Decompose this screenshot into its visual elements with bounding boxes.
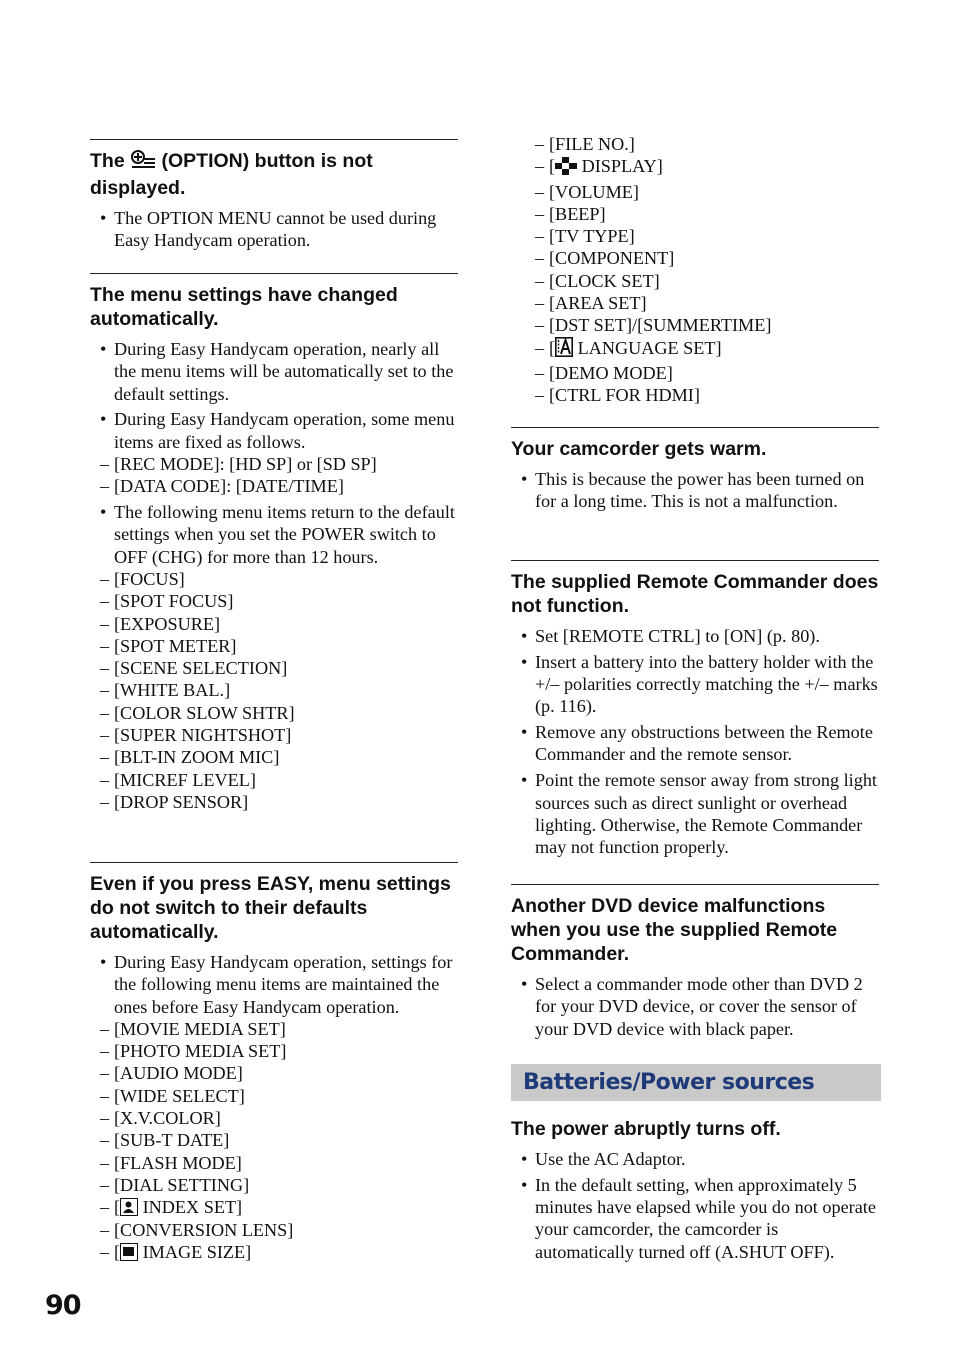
bullet-item — [90, 501, 458, 813]
section-option-button — [90, 139, 458, 255]
bullet-list — [511, 468, 879, 513]
bullet-item — [90, 338, 458, 405]
section-divider — [90, 273, 458, 274]
bullet-list — [511, 625, 879, 858]
list-item: – [AREA SET] — [535, 293, 647, 314]
setup-items-list — [511, 133, 879, 407]
list-item: – [MOVIE MEDIA SET] — [100, 1018, 286, 1039]
heading-text-post: (OPTION) button is not displayed. — [90, 150, 373, 199]
bullet-text: During Easy Handycam operation, nearly all the menu items will be automatically set to the default settings. — [114, 339, 454, 404]
list-item: – [SPOT METER] — [100, 635, 237, 656]
list-item: – [FLASH MODE] — [100, 1152, 242, 1173]
section-heading: Another DVD device malfunctions when you use the supplied Remote Commander. — [511, 895, 838, 965]
list-item: – [FILE NO.] — [535, 134, 635, 154]
list-item: – [WIDE SELECT] — [100, 1085, 245, 1106]
list-item: – [REC MODE]: [HD SP] or [SD SP] — [100, 453, 377, 474]
bullet-text: The following menu items return to the default settings when you set the POWER switch to OFF (CHG) for more than 12 hours. — [114, 502, 455, 567]
bullet-item — [90, 408, 458, 497]
section-heading: The power abruptly turns off. — [511, 1118, 781, 1140]
list-item: – [COLOR SLOW SHTR] — [100, 702, 295, 723]
list-item: – [X.V.COLOR] — [100, 1108, 221, 1129]
section-divider — [511, 560, 879, 561]
section-divider — [511, 884, 879, 885]
list-item: – [CONVERSION LENS] — [100, 1219, 294, 1240]
section-menu-settings-changed — [90, 273, 458, 817]
bullet-item: • The OPTION MENU cannot be used during Easy Handycam operation. — [90, 207, 458, 252]
page-number: 90 — [45, 1290, 81, 1321]
bullet-list — [90, 207, 458, 252]
section-heading: Your camcorder gets warm. — [511, 438, 767, 460]
section-heading: Even if you press EASY, menu settings do not switch to their defaults automatically. — [90, 873, 451, 943]
heading-text-pre: The — [90, 150, 125, 172]
list-item: – [DEMO MODE] — [535, 362, 673, 383]
bullet-item: • Select a commander mode other than DVD 2 for your DVD device, or cover the sensor of your DVD device with black paper. — [511, 973, 879, 1040]
bullet-item: • Remove any obstructions between the Remote Commander and the remote sensor. — [511, 721, 879, 766]
list-item: – [CTRL FOR HDMI] — [535, 385, 700, 406]
bullet-list — [511, 973, 879, 1040]
fixed-items-list — [100, 453, 458, 498]
maintained-items-list — [100, 1018, 458, 1263]
bullet-list — [511, 1148, 879, 1263]
bullet-item: • This is because the power has been turned on for a long time. This is not a malfunction. — [511, 468, 879, 513]
image-size-icon — [120, 1243, 138, 1261]
option-menu-icon — [130, 150, 156, 176]
list-item: – [AUDIO MODE] — [100, 1063, 243, 1084]
list-item: – [MICREF LEVEL] — [100, 769, 256, 790]
section-camcorder-warm — [511, 427, 879, 516]
category-banner: Batteries/Power sources — [511, 1064, 881, 1101]
list-item: – [DROP SENSOR] — [100, 791, 249, 812]
list-item: – [EXPOSURE] — [100, 613, 221, 634]
list-item: – [DATA CODE]: [DATE/TIME] — [100, 476, 344, 497]
list-item: – [SCENE SELECTION] — [100, 658, 288, 679]
bullet-text: During Easy Handycam operation, some menu items are fixed as follows. — [114, 409, 455, 452]
list-item: – [SUPER NIGHTSHOT] — [100, 725, 292, 746]
section-heading — [90, 149, 458, 200]
bullet-item: • Insert a battery into the battery holder with the +/– polarities correctly matching the +/– marks (p. 116). — [511, 651, 879, 718]
list-item: – [ LANGUAGE SET] — [535, 337, 879, 362]
list-item: – [BLT-IN ZOOM MIC] — [100, 747, 280, 768]
list-item: – [VOLUME] — [535, 181, 639, 202]
bullet-list — [90, 338, 458, 813]
bullet-text: During Easy Handycam operation, settings for the following menu items are maintained the ones before Easy Handycam operation. — [114, 952, 453, 1017]
language-a-icon — [555, 337, 573, 362]
list-item: – [CLOCK SET] — [535, 270, 660, 291]
list-item: – [BEEP] — [535, 203, 606, 224]
section-divider — [511, 427, 879, 428]
section-heading: The menu settings have changed automatically. — [90, 284, 398, 330]
checker-display-icon — [555, 157, 577, 180]
face-index-icon — [120, 1198, 138, 1216]
section-divider — [90, 862, 458, 863]
section-remote-not-function — [511, 560, 879, 862]
reset-items-list — [100, 568, 458, 813]
list-item: – [ INDEX SET] — [100, 1197, 243, 1218]
list-item: – [PHOTO MEDIA SET] — [100, 1041, 287, 1062]
section-heading: The supplied Remote Commander does not function. — [511, 571, 879, 617]
list-item: – [DIAL SETTING] — [100, 1174, 250, 1195]
section-dvd-malfunction — [511, 884, 879, 1043]
list-item: – [SPOT FOCUS] — [100, 591, 234, 612]
list-item: – [ DISPLAY] — [535, 155, 879, 180]
bullet-item: • In the default setting, when approximately 5 minutes have elapsed while you do not operate your camcorder, the camcorder is automatically turned off (A.SHUT OFF). — [511, 1174, 879, 1263]
bullet-list — [90, 951, 458, 1263]
section-power-turns-off — [511, 1108, 879, 1266]
list-item: – [SUB-T DATE] — [100, 1130, 230, 1151]
bullet-item: • Use the AC Adaptor. — [511, 1148, 879, 1170]
continued-settings-list — [511, 133, 879, 407]
list-item: – [FOCUS] — [100, 568, 185, 589]
section-easy-settings — [90, 862, 458, 1267]
bullet-item: • Point the remote sensor away from strong light sources such as direct sunlight or overhead lighting. Otherwise, the Remote Commander may not function properly. — [511, 769, 879, 858]
bullet-item: • Set [REMOTE CTRL] to [ON] (p. 80). — [511, 625, 879, 647]
section-divider — [90, 139, 458, 140]
list-item: – [COMPONENT] — [535, 248, 675, 269]
list-item: – [ IMAGE SIZE] — [100, 1241, 252, 1262]
list-item: – [WHITE BAL.] — [100, 680, 231, 701]
list-item: – [DST SET]/[SUMMERTIME] — [535, 315, 772, 336]
bullet-item — [90, 951, 458, 1263]
list-item: – [TV TYPE] — [535, 226, 635, 247]
